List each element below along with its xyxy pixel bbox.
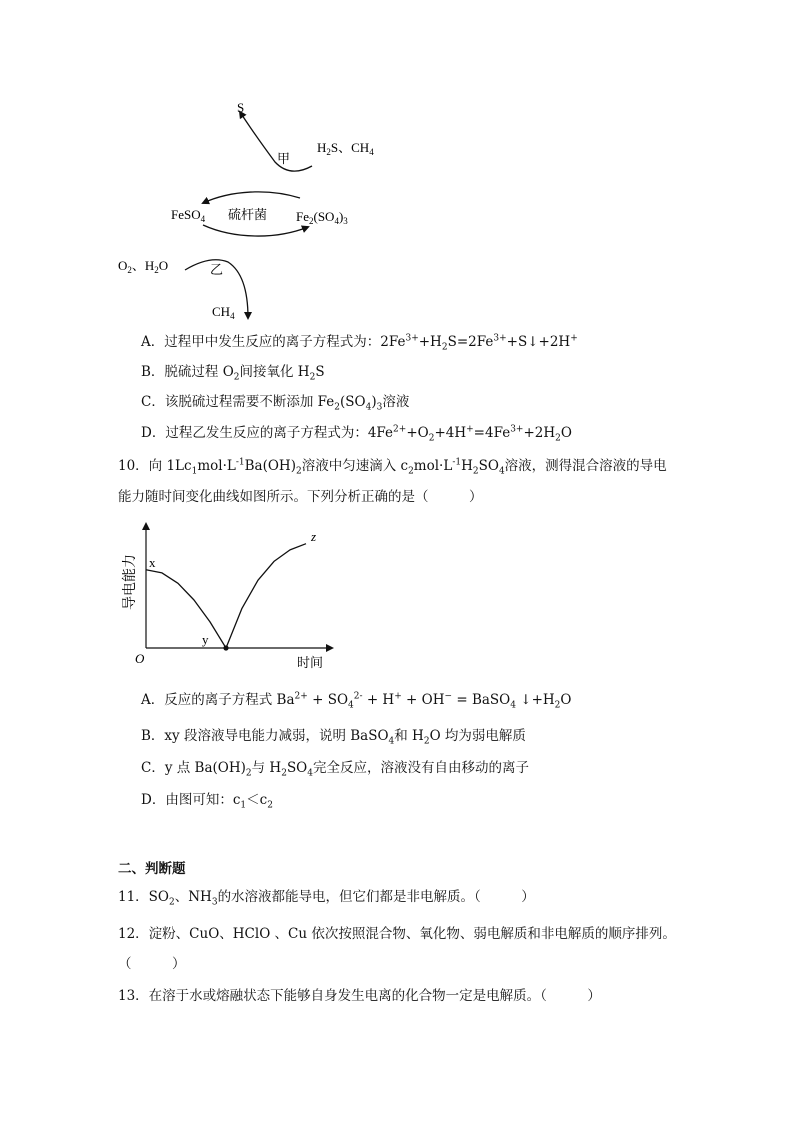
point-label-y: y <box>202 632 209 647</box>
origin-label: O <box>135 651 145 666</box>
label-fe2so43: $Fe_2(SO_4)_3$ <box>296 209 348 226</box>
q9-option-a: A．过程甲中发生反应的离子方程式为：$2Fe^{3+}+H_2S=2Fe^{3+}+S↓+2H^+$ <box>141 333 578 353</box>
q10-stem-line2: 能力随时间变化曲线如图所示。下列分析正确的是（ ） <box>118 489 483 505</box>
q11: 11．$SO_2$、$NH_3$的水溶液都能导电，但它们都是非电解质。（ ） <box>118 889 535 908</box>
label-yi: 乙 <box>210 262 224 277</box>
label-feso4: FeSO$_4$ <box>171 207 206 224</box>
point-label-z: z <box>311 529 317 544</box>
q10-option-b: B．xy 段溶液导电能力减弱，说明 BaSO$_4$和 $H_2O$ 均为弱电解质 <box>141 728 526 747</box>
q10-option-a: A．反应的离子方程式 $Ba^{2+} + SO_4^{2-} + H^+ + OH^-$ = BaSO$_4$ $↓+H_2O$ <box>141 691 572 711</box>
conductivity-chart <box>110 520 350 680</box>
q10-stem-line1: 10．向 $1Lc_1mol\cdot L^{-1}Ba(OH)_2$溶液中匀速滴入 $c_2mol\cdot L^{-1}H_2SO_4$溶液，测得混合溶液的导电 <box>118 457 667 477</box>
q12-line2: （ ） <box>118 956 186 972</box>
series-line-xy <box>146 570 226 648</box>
label-s: S <box>237 100 245 115</box>
series-line-yz <box>226 544 306 648</box>
q9-option-b: B．脱硫过程 $O_2$间接氧化 $H_2S$ <box>141 364 325 383</box>
minimum-point-y <box>223 645 228 650</box>
q10-option-d: D．由图可知：$c_1<c_2$ <box>141 792 273 811</box>
y-axis-label: 导电能力 <box>123 554 138 610</box>
label-jia: 甲 <box>277 151 291 166</box>
upper-cycle-arrow <box>203 192 300 203</box>
x-axis-label: 时间 <box>297 655 324 670</box>
q9-option-c: C．该脱硫过程需要不断添加 $Fe_2(SO_4)_3$溶液 <box>141 394 410 413</box>
label-center-bacteria: 硫杆菌 <box>228 207 268 222</box>
point-label-x: x <box>149 555 156 570</box>
lower-cycle-arrow <box>203 225 308 236</box>
q13: 13．在溶于水或熔融状态下能够自身发生电离的化合物一定是电解质。（ ） <box>118 988 601 1004</box>
q10-option-c: C．y 点 $Ba(OH)_2$与 $H_2SO_4$完全反应，溶液没有自由移动的离子 <box>141 760 529 779</box>
q12-line1: 12．淀粉、CuO、HClO 、Cu 依次按照混合物、氧化物、弱电解质和非电解质的顺序排列。 <box>118 926 676 942</box>
label-ch4: $CH_4$ <box>212 304 235 321</box>
q9-option-d: D．过程乙发生反应的离子方程式为：$4Fe^{2+}+O_2+4H^+=4Fe^{3+}+2H_2O$ <box>141 424 572 444</box>
section-heading: 二、判断题 <box>118 861 186 877</box>
sulfur-cycle-diagram <box>100 90 420 330</box>
label-o2-h2o: $O_2$、$H_2O$ <box>118 258 169 275</box>
jia-arrow <box>240 112 312 171</box>
label-h2s-ch4: $H_2S$、$CH_4$ <box>317 140 374 157</box>
